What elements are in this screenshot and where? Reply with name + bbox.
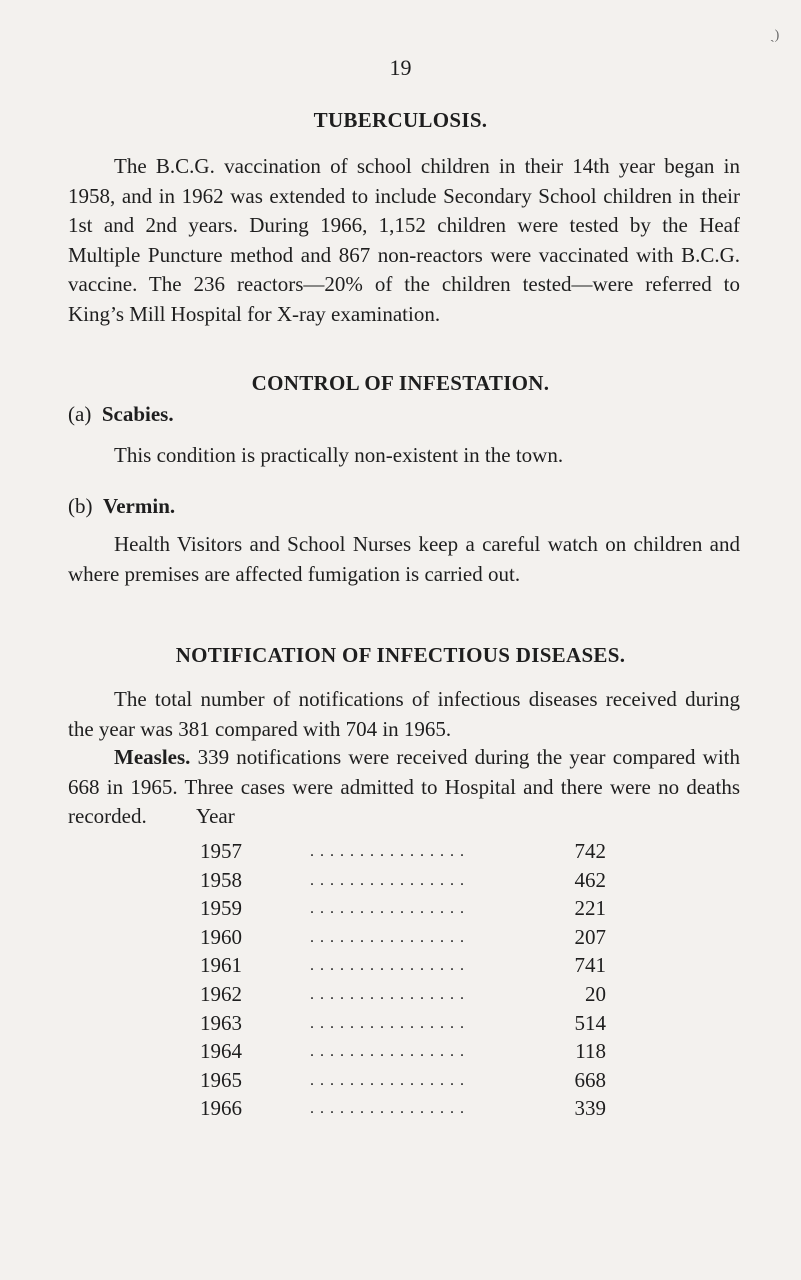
measles-title: Measles. (114, 745, 191, 769)
table-value: 668 (574, 1067, 606, 1092)
table-year: 1960 (200, 924, 242, 949)
table-leader: . . . . . . . . . . . . . . . . (310, 1014, 465, 1032)
table-value: 742 (574, 839, 606, 863)
table-year: 1958 (200, 867, 242, 892)
scabies-marker: (a) (68, 402, 92, 426)
table-year: 1964 (200, 1039, 242, 1064)
table-row (200, 1011, 620, 1040)
table-row (200, 896, 620, 925)
table-leader: . . . . . . . . . . . . . . . . (310, 985, 465, 1003)
table-year: 1959 (200, 896, 242, 921)
measles-paragraph (68, 743, 740, 832)
table-leader: . . . . . . . . . . . . . . . . (310, 957, 465, 975)
notification-heading: NOTIFICATION OF INFECTIOUS DISEASES. (175, 643, 626, 667)
table-row (200, 1096, 620, 1125)
table-row (200, 839, 620, 868)
vermin-subheading (68, 494, 175, 519)
scabies-text: This condition is practically non-existent in the town. (114, 443, 564, 467)
table-leader: . . . . . . . . . . . . . . . . (310, 900, 465, 918)
vermin-marker: (b) (68, 494, 93, 518)
table-year: 1965 (200, 1067, 242, 1092)
table-row (200, 1039, 620, 1068)
table-row (200, 953, 620, 982)
corner-mark: ˎ) (770, 28, 780, 43)
table-value: 20 (585, 981, 606, 1006)
table-value: 339 (574, 1096, 606, 1121)
table-leader: . . . . . . . . . . . . . . . . (310, 843, 465, 860)
infestation-heading: CONTROL OF INFESTATION. (251, 371, 550, 395)
scabies-title: Scabies. (101, 402, 174, 426)
table-year: 1966 (200, 1096, 242, 1121)
table-year-header: Year (196, 804, 235, 828)
table-row (200, 1068, 620, 1097)
table-leader: . . . . . . . . . . . . . . . . (310, 1043, 465, 1061)
table-value: 514 (574, 1010, 606, 1035)
page-number: 19 (389, 55, 412, 80)
table-value: 221 (574, 896, 606, 921)
vermin-text: Health Visitors and School Nurses keep a careful watch on children and where premises are affected fumigation is carried out. (68, 532, 740, 586)
table-row (200, 868, 620, 897)
measles-text: 339 notifications were received during the year compared with 668 in 1965. Three cases were admitted to Hospital and there were no deaths recorded. (68, 745, 740, 828)
measles-table (200, 839, 620, 1125)
vermin-title: Vermin. (103, 494, 176, 518)
table-value: 741 (574, 953, 606, 978)
table-leader: . . . . . . . . . . . . . . . . (310, 871, 465, 889)
table-year: 1963 (200, 1010, 242, 1035)
table-leader: . . . . . . . . . . . . . . . . (310, 928, 465, 946)
table-year: 1962 (200, 981, 242, 1006)
scabies-subheading (68, 402, 174, 427)
table-value: 207 (574, 924, 606, 949)
table-year: 1961 (200, 953, 242, 978)
table-value: 118 (575, 1039, 606, 1064)
tuberculosis-heading: TUBERCULOSIS. (313, 108, 488, 132)
table-row (200, 925, 620, 954)
table-leader: . . . . . . . . . . . . . . . . (310, 1100, 465, 1118)
table-leader: . . . . . . . . . . . . . . . . (310, 1071, 465, 1089)
table-value: 462 (574, 867, 606, 892)
notification-intro: The total number of notifications of infectious diseases received during the year was 381 compared with 704 in 1965. (68, 687, 740, 741)
table-row (200, 982, 620, 1011)
table-year: 1957 (200, 839, 242, 863)
tuberculosis-paragraph: The B.C.G. vaccination of school children in their 14th year began in 1958, and in 1962 was extended to include Secondary School children in their 1st and 2nd years. During 1966, 1,152 children were tested by the Heaf Multiple Puncture method and 867 non-reactors were vaccinated with B.C.G. vaccine. The 236 reactors—20% of the children tested—were referred to King’s Mill Hospital for X-ray examination. (68, 154, 740, 326)
